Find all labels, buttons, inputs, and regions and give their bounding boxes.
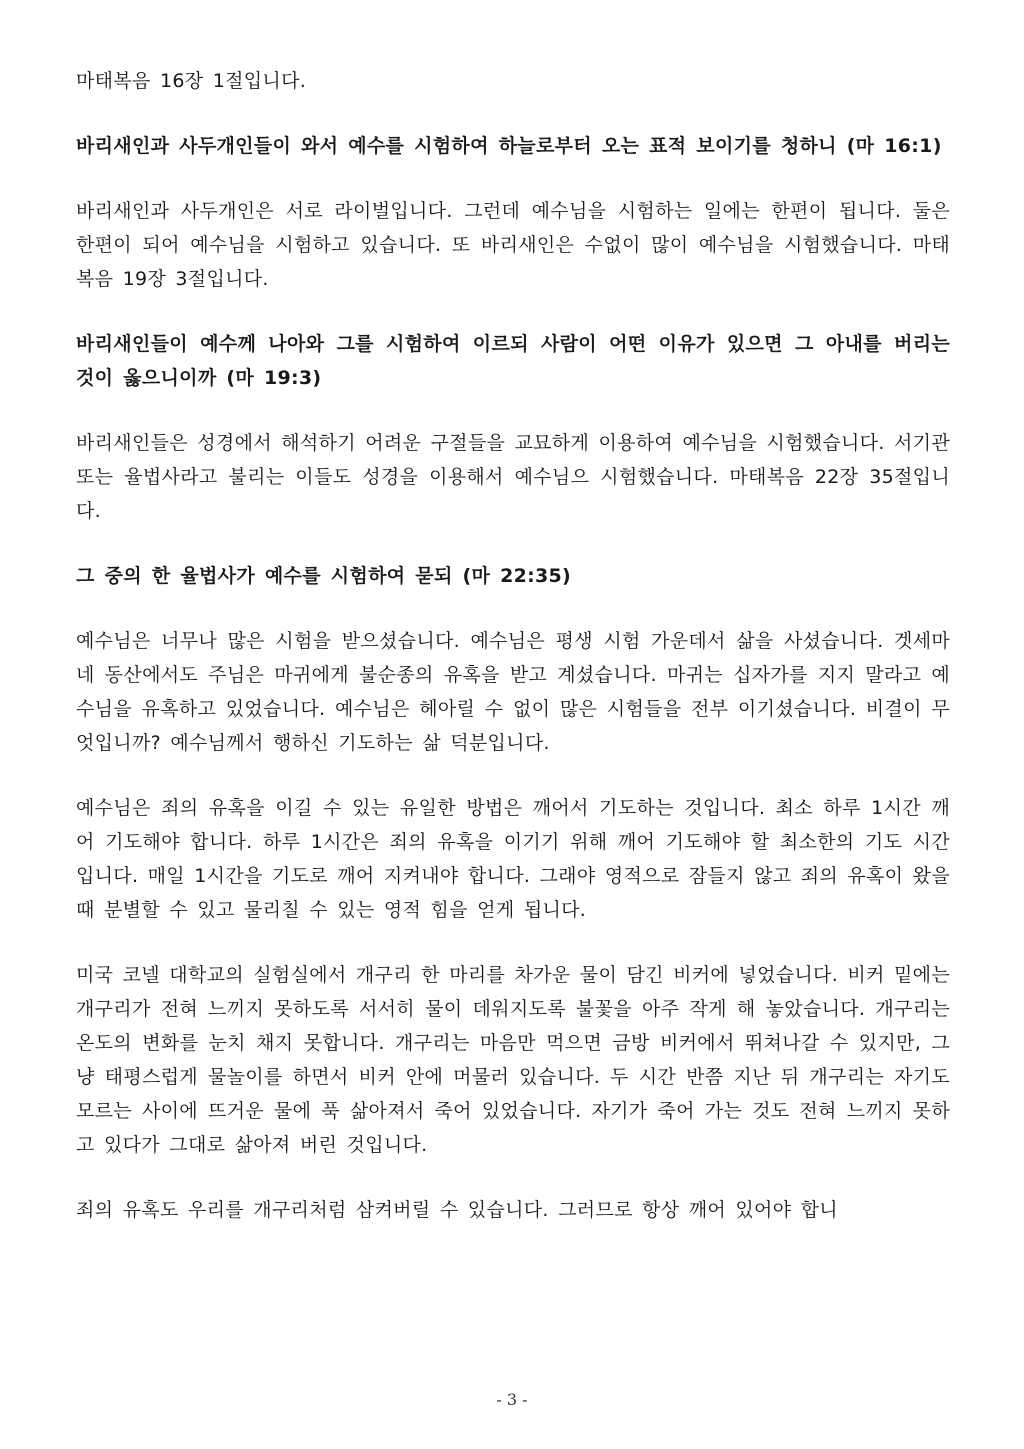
scripture-quote-mt22-35: 그 중의 한 율법사가 예수를 시험하여 묻되 (마 22:35) (76, 565, 572, 587)
paragraph-rivals: 바리새인과 사두개인은 서로 라이벌입니다. 그런데 예수님을 시험하는 일에는 한편이 됩니다. 둘은 한편이 되어 예수님을 시험하고 있습니다. 또 바리새인은 수없이 많이 예수님을 시험했습니다. 마태복음 19장 3절입니다. (76, 200, 950, 290)
paragraph-frog-story: 미국 코넬 대학교의 실험실에서 개구리 한 마리를 차가운 물이 담긴 비커에 넣었습니다. 비커 밑에는 개구리가 전혀 느끼지 못하도록 서서히 물이 데워지도록 불꽃을 아주 작게 해 놓았습니다. 개구리는 온도의 변화를 눈치 채지 못합니다. 개구리는 마음만 먹으면 금방 비커에서 뛰쳐나갈 수 있지만, 그냥 태평스럽게 물놀이를 하면서 비커 안에 머물러 있습니다. 두 시간 반쯤 지난 뒤 개구리는 자기도 모르는 사이에 뜨거운 물에 푹 삶아져서 죽어 있었습니다. 자기가 죽어 가는 것도 전혀 느끼지 못하고 있다가 그대로 삶아져 버린 것입니다. (76, 964, 950, 1156)
document-body (76, 64, 950, 1227)
paragraph-intro-mt16: 마태복음 16장 1절입니다. (76, 70, 307, 92)
paragraph-prayer-hour: 예수님은 죄의 유혹을 이길 수 있는 유일한 방법은 깨어서 기도하는 것입니다. 최소 하루 1시간 깨어 기도해야 합니다. 하루 1시간은 죄의 유혹을 이기기 위해 깨어 기도해야 할 최소한의 기도 시간입니다. 매일 1시간을 기도로 깨어 지켜내야 합니다. 그래야 영적으로 잠들지 않고 죄의 유혹이 왔을 때 분별할 수 있고 물리칠 수 있는 영적 힘을 얻게 됩니다. (76, 797, 950, 921)
paragraph-scripture-misuse: 바리새인들은 성경에서 해석하기 어려운 구절들을 교묘하게 이용하여 예수님을 시험했습니다. 서기관 또는 율법사라고 불리는 이들도 성경을 이용해서 예수님으 시험했습니다. 마태복음 22장 35절입니다. (76, 432, 950, 522)
scripture-quote-mt16-1: 바리새인과 사두개인들이 와서 예수를 시험하여 하늘로부터 오는 표적 보이기를 청하니 (마 16:1) (76, 135, 942, 157)
paragraph-conclusion: 죄의 유혹도 우리를 개구리처럼 삼켜버릴 수 있습니다. 그러므로 항상 깨어 있어야 합니 (76, 1199, 838, 1221)
scripture-quote-mt19-3: 바리새인들이 예수께 나아와 그를 시험하여 이르되 사람이 어떤 이유가 있으면 그 아내를 버리는 것이 옳으니이까 (마 19:3) (76, 333, 950, 389)
page-number: - 3 - (496, 1390, 528, 1409)
paragraph-temptations: 예수님은 너무나 많은 시험을 받으셨습니다. 예수님은 평생 시험 가운데서 삶을 사셨습니다. 겟세마네 동산에서도 주님은 마귀에게 불순종의 유혹을 받고 계셨습니다. 마귀는 십자가를 지지 말라고 예수님을 유혹하고 있었습니다. 예수님은 헤아릴 수 없이 많은 시험들을 전부 이기셨습니다. 비결이 무엇입니까? 예수님께서 행하신 기도하는 삶 덕분입니다. (76, 630, 950, 754)
